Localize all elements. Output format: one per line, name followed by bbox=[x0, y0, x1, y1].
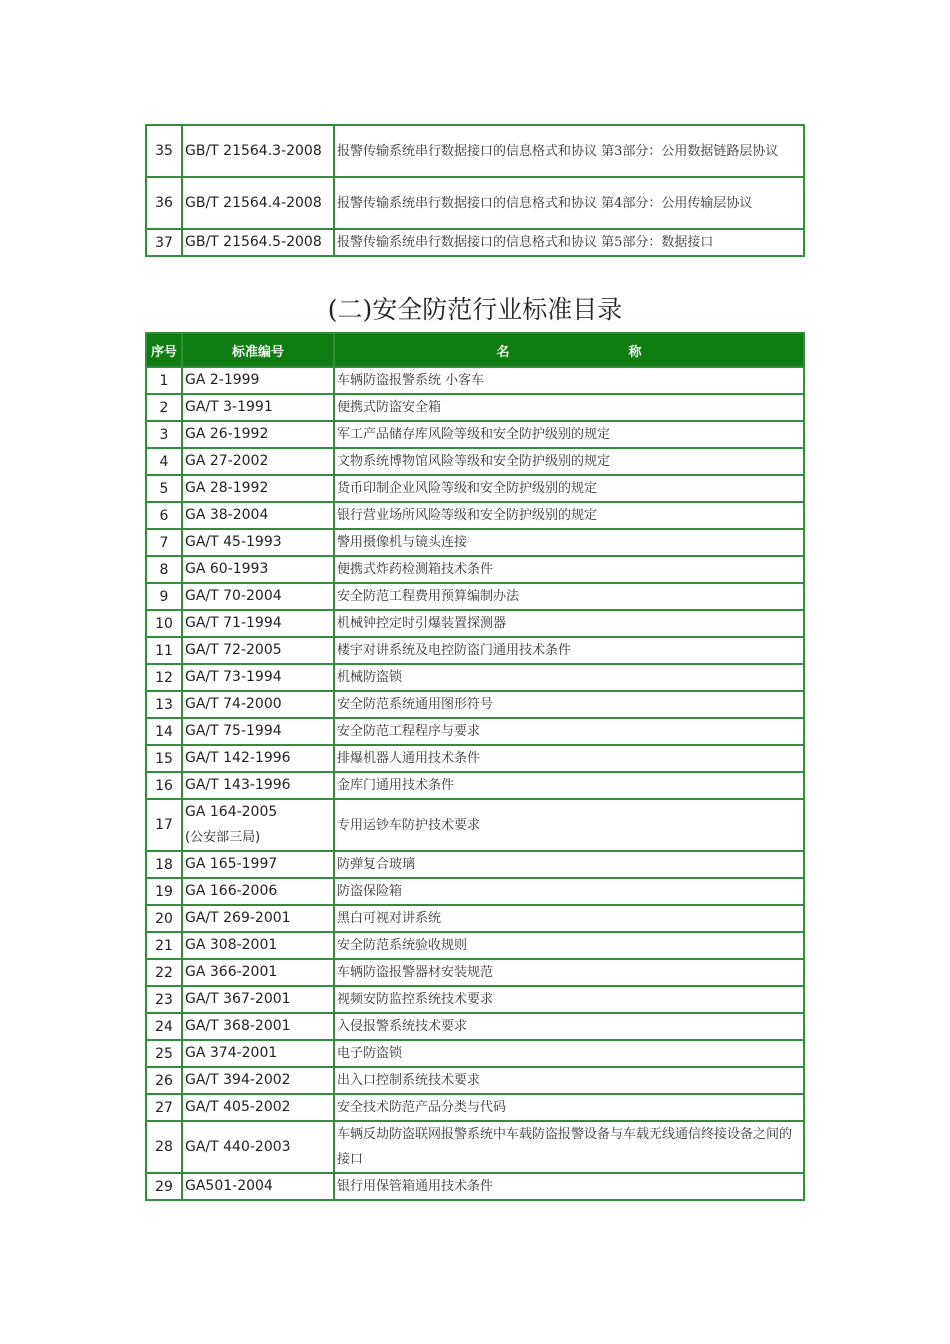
table-row bbox=[147, 719, 803, 744]
table-row bbox=[147, 800, 803, 850]
standard-code: GA 28-1992 bbox=[183, 476, 333, 501]
standard-name: 安全防范系统验收规则 bbox=[335, 933, 803, 958]
row-number: 35 bbox=[147, 126, 181, 176]
standard-name: 便携式炸药检测箱技术条件 bbox=[335, 557, 803, 582]
header-name-part: 名 bbox=[496, 344, 510, 360]
standard-name: 防盗保险箱 bbox=[335, 879, 803, 904]
standard-name: 安全技术防范产品分类与代码 bbox=[335, 1095, 803, 1120]
row-number: 28 bbox=[147, 1122, 181, 1172]
table-row bbox=[147, 773, 803, 798]
standard-code bbox=[183, 800, 333, 850]
standard-code: GB/T 21564.4-2008 bbox=[183, 178, 333, 228]
standard-code: GA/T 367-2001 bbox=[183, 987, 333, 1012]
row-number: 5 bbox=[147, 476, 181, 501]
row-number: 37 bbox=[147, 230, 181, 255]
row-number: 19 bbox=[147, 879, 181, 904]
table-row bbox=[147, 1122, 803, 1172]
standard-code: GA 38-2004 bbox=[183, 503, 333, 528]
standard-name: 金库门通用技术条件 bbox=[335, 773, 803, 798]
standard-name: 排爆机器人通用技术条件 bbox=[335, 746, 803, 771]
standard-code: GA/T 72-2005 bbox=[183, 638, 333, 663]
standard-name: 视频安防监控系统技术要求 bbox=[335, 987, 803, 1012]
standard-name: 车辆防盗报警系统 小客车 bbox=[335, 368, 803, 393]
standard-code: GA/T 74-2000 bbox=[183, 692, 333, 717]
standard-code: GA/T 142-1996 bbox=[183, 746, 333, 771]
header-code: 标准编号 bbox=[183, 334, 333, 366]
standard-name: 出入口控制系统技术要求 bbox=[335, 1068, 803, 1093]
row-number: 29 bbox=[147, 1174, 181, 1199]
table-row bbox=[147, 638, 803, 663]
standard-name: 车辆防盗报警器材安装规范 bbox=[335, 960, 803, 985]
table-row bbox=[147, 746, 803, 771]
standard-name: 安全防范工程费用预算编制办法 bbox=[335, 584, 803, 609]
standard-code: GA 26-1992 bbox=[183, 422, 333, 447]
standard-name: 文物系统博物馆风险等级和安全防护级别的规定 bbox=[335, 449, 803, 474]
table-row bbox=[147, 476, 803, 501]
table-row bbox=[147, 584, 803, 609]
table-row bbox=[147, 178, 803, 228]
row-number: 2 bbox=[147, 395, 181, 420]
row-number: 12 bbox=[147, 665, 181, 690]
row-number: 20 bbox=[147, 906, 181, 931]
standard-code: GA/T 143-1996 bbox=[183, 773, 333, 798]
standard-code: GA 27-2002 bbox=[183, 449, 333, 474]
standard-name: 军工产品储存库风险等级和安全防护级别的规定 bbox=[335, 422, 803, 447]
standard-code: GA/T 70-2004 bbox=[183, 584, 333, 609]
standard-code: GA/T 75-1994 bbox=[183, 719, 333, 744]
standard-name: 入侵报警系统技术要求 bbox=[335, 1014, 803, 1039]
row-number: 11 bbox=[147, 638, 181, 663]
standard-code: GA/T 73-1994 bbox=[183, 665, 333, 690]
table-row bbox=[147, 557, 803, 582]
standard-code: GA 165-1997 bbox=[183, 852, 333, 877]
row-number: 17 bbox=[147, 800, 181, 850]
row-number: 15 bbox=[147, 746, 181, 771]
standard-code: GA501-2004 bbox=[183, 1174, 333, 1199]
standard-name: 报警传输系统串行数据接口的信息格式和协议 第3部分：公用数据链路层协议 bbox=[335, 126, 803, 176]
header-number: 序号 bbox=[147, 334, 181, 366]
standard-code: GA 366-2001 bbox=[183, 960, 333, 985]
table-row bbox=[147, 422, 803, 447]
table-row bbox=[147, 933, 803, 958]
standard-code: GA/T 394-2002 bbox=[183, 1068, 333, 1093]
row-number: 8 bbox=[147, 557, 181, 582]
standard-name: 银行用保管箱通用技术条件 bbox=[335, 1174, 803, 1199]
row-number: 22 bbox=[147, 960, 181, 985]
row-number: 18 bbox=[147, 852, 181, 877]
standard-code-text: GA 164-2005 bbox=[185, 804, 278, 820]
row-number: 36 bbox=[147, 178, 181, 228]
row-number: 7 bbox=[147, 530, 181, 555]
row-number: 14 bbox=[147, 719, 181, 744]
standard-code: GA/T 71-1994 bbox=[183, 611, 333, 636]
table-row bbox=[147, 611, 803, 636]
table-row bbox=[147, 665, 803, 690]
table-row bbox=[147, 230, 803, 255]
row-number: 24 bbox=[147, 1014, 181, 1039]
standard-name: 电子防盗锁 bbox=[335, 1041, 803, 1066]
standard-name: 黑白可视对讲系统 bbox=[335, 906, 803, 931]
standard-name: 报警传输系统串行数据接口的信息格式和协议 第5部分：数据接口 bbox=[335, 230, 803, 255]
table-row bbox=[147, 1014, 803, 1039]
row-number: 26 bbox=[147, 1068, 181, 1093]
table-row bbox=[147, 1041, 803, 1066]
table-row bbox=[147, 1095, 803, 1120]
standard-code: GA/T 405-2002 bbox=[183, 1095, 333, 1120]
table-row bbox=[147, 126, 803, 176]
row-number: 6 bbox=[147, 503, 181, 528]
row-number: 3 bbox=[147, 422, 181, 447]
table-row bbox=[147, 852, 803, 877]
standard-name: 安全防范系统通用图形符号 bbox=[335, 692, 803, 717]
standard-code: GA/T 45-1993 bbox=[183, 530, 333, 555]
standards-table-continued bbox=[145, 124, 805, 257]
standard-code: GB/T 21564.3-2008 bbox=[183, 126, 333, 176]
standard-code-note: (公安部三局) bbox=[185, 830, 261, 845]
row-number: 16 bbox=[147, 773, 181, 798]
section-title: (二)安全防范行业标准目录 bbox=[327, 295, 623, 324]
standard-code: GA/T 368-2001 bbox=[183, 1014, 333, 1039]
table-row bbox=[147, 906, 803, 931]
row-number: 10 bbox=[147, 611, 181, 636]
table-row bbox=[147, 503, 803, 528]
table-row bbox=[147, 449, 803, 474]
table-row bbox=[147, 1068, 803, 1093]
row-number: 23 bbox=[147, 987, 181, 1012]
standard-code: GA/T 440-2003 bbox=[183, 1122, 333, 1172]
table-row bbox=[147, 368, 803, 393]
standard-code: GB/T 21564.5-2008 bbox=[183, 230, 333, 255]
standard-name: 银行营业场所风险等级和安全防护级别的规定 bbox=[335, 503, 803, 528]
header-name bbox=[335, 334, 803, 366]
table-row bbox=[147, 395, 803, 420]
row-number: 4 bbox=[147, 449, 181, 474]
row-number: 13 bbox=[147, 692, 181, 717]
standard-code: GA 374-2001 bbox=[183, 1041, 333, 1066]
table-header-row bbox=[147, 334, 803, 366]
table-row bbox=[147, 879, 803, 904]
standard-name: 车辆反劫防盗联网报警系统中车载防盗报警设备与车载无线通信终接设备之间的接口 bbox=[335, 1122, 803, 1172]
standard-name: 专用运钞车防护技术要求 bbox=[335, 800, 803, 850]
table-row bbox=[147, 530, 803, 555]
table-row bbox=[147, 987, 803, 1012]
standard-code: GA 2-1999 bbox=[183, 368, 333, 393]
standard-code: GA 60-1993 bbox=[183, 557, 333, 582]
standard-name: 防弹复合玻璃 bbox=[335, 852, 803, 877]
table-row bbox=[147, 960, 803, 985]
header-name-part: 称 bbox=[628, 344, 642, 360]
row-number: 21 bbox=[147, 933, 181, 958]
standard-name: 安全防范工程程序与要求 bbox=[335, 719, 803, 744]
table-row bbox=[147, 1174, 803, 1199]
table-row bbox=[147, 692, 803, 717]
standard-code: GA 308-2001 bbox=[183, 933, 333, 958]
standard-name: 报警传输系统串行数据接口的信息格式和协议 第4部分：公用传输层协议 bbox=[335, 178, 803, 228]
standard-name: 警用摄像机与镜头连接 bbox=[335, 530, 803, 555]
standard-name: 机械钟控定时引爆装置探测器 bbox=[335, 611, 803, 636]
standard-name: 机械防盗锁 bbox=[335, 665, 803, 690]
row-number: 9 bbox=[147, 584, 181, 609]
standard-name: 货币印制企业风险等级和安全防护级别的规定 bbox=[335, 476, 803, 501]
row-number: 25 bbox=[147, 1041, 181, 1066]
row-number: 27 bbox=[147, 1095, 181, 1120]
standard-name: 便携式防盗安全箱 bbox=[335, 395, 803, 420]
standard-code: GA/T 3-1991 bbox=[183, 395, 333, 420]
industry-standards-table bbox=[145, 332, 805, 1201]
standard-code: GA 166-2006 bbox=[183, 879, 333, 904]
row-number: 1 bbox=[147, 368, 181, 393]
standard-name: 楼宇对讲系统及电控防盗门通用技术条件 bbox=[335, 638, 803, 663]
standard-code: GA/T 269-2001 bbox=[183, 906, 333, 931]
